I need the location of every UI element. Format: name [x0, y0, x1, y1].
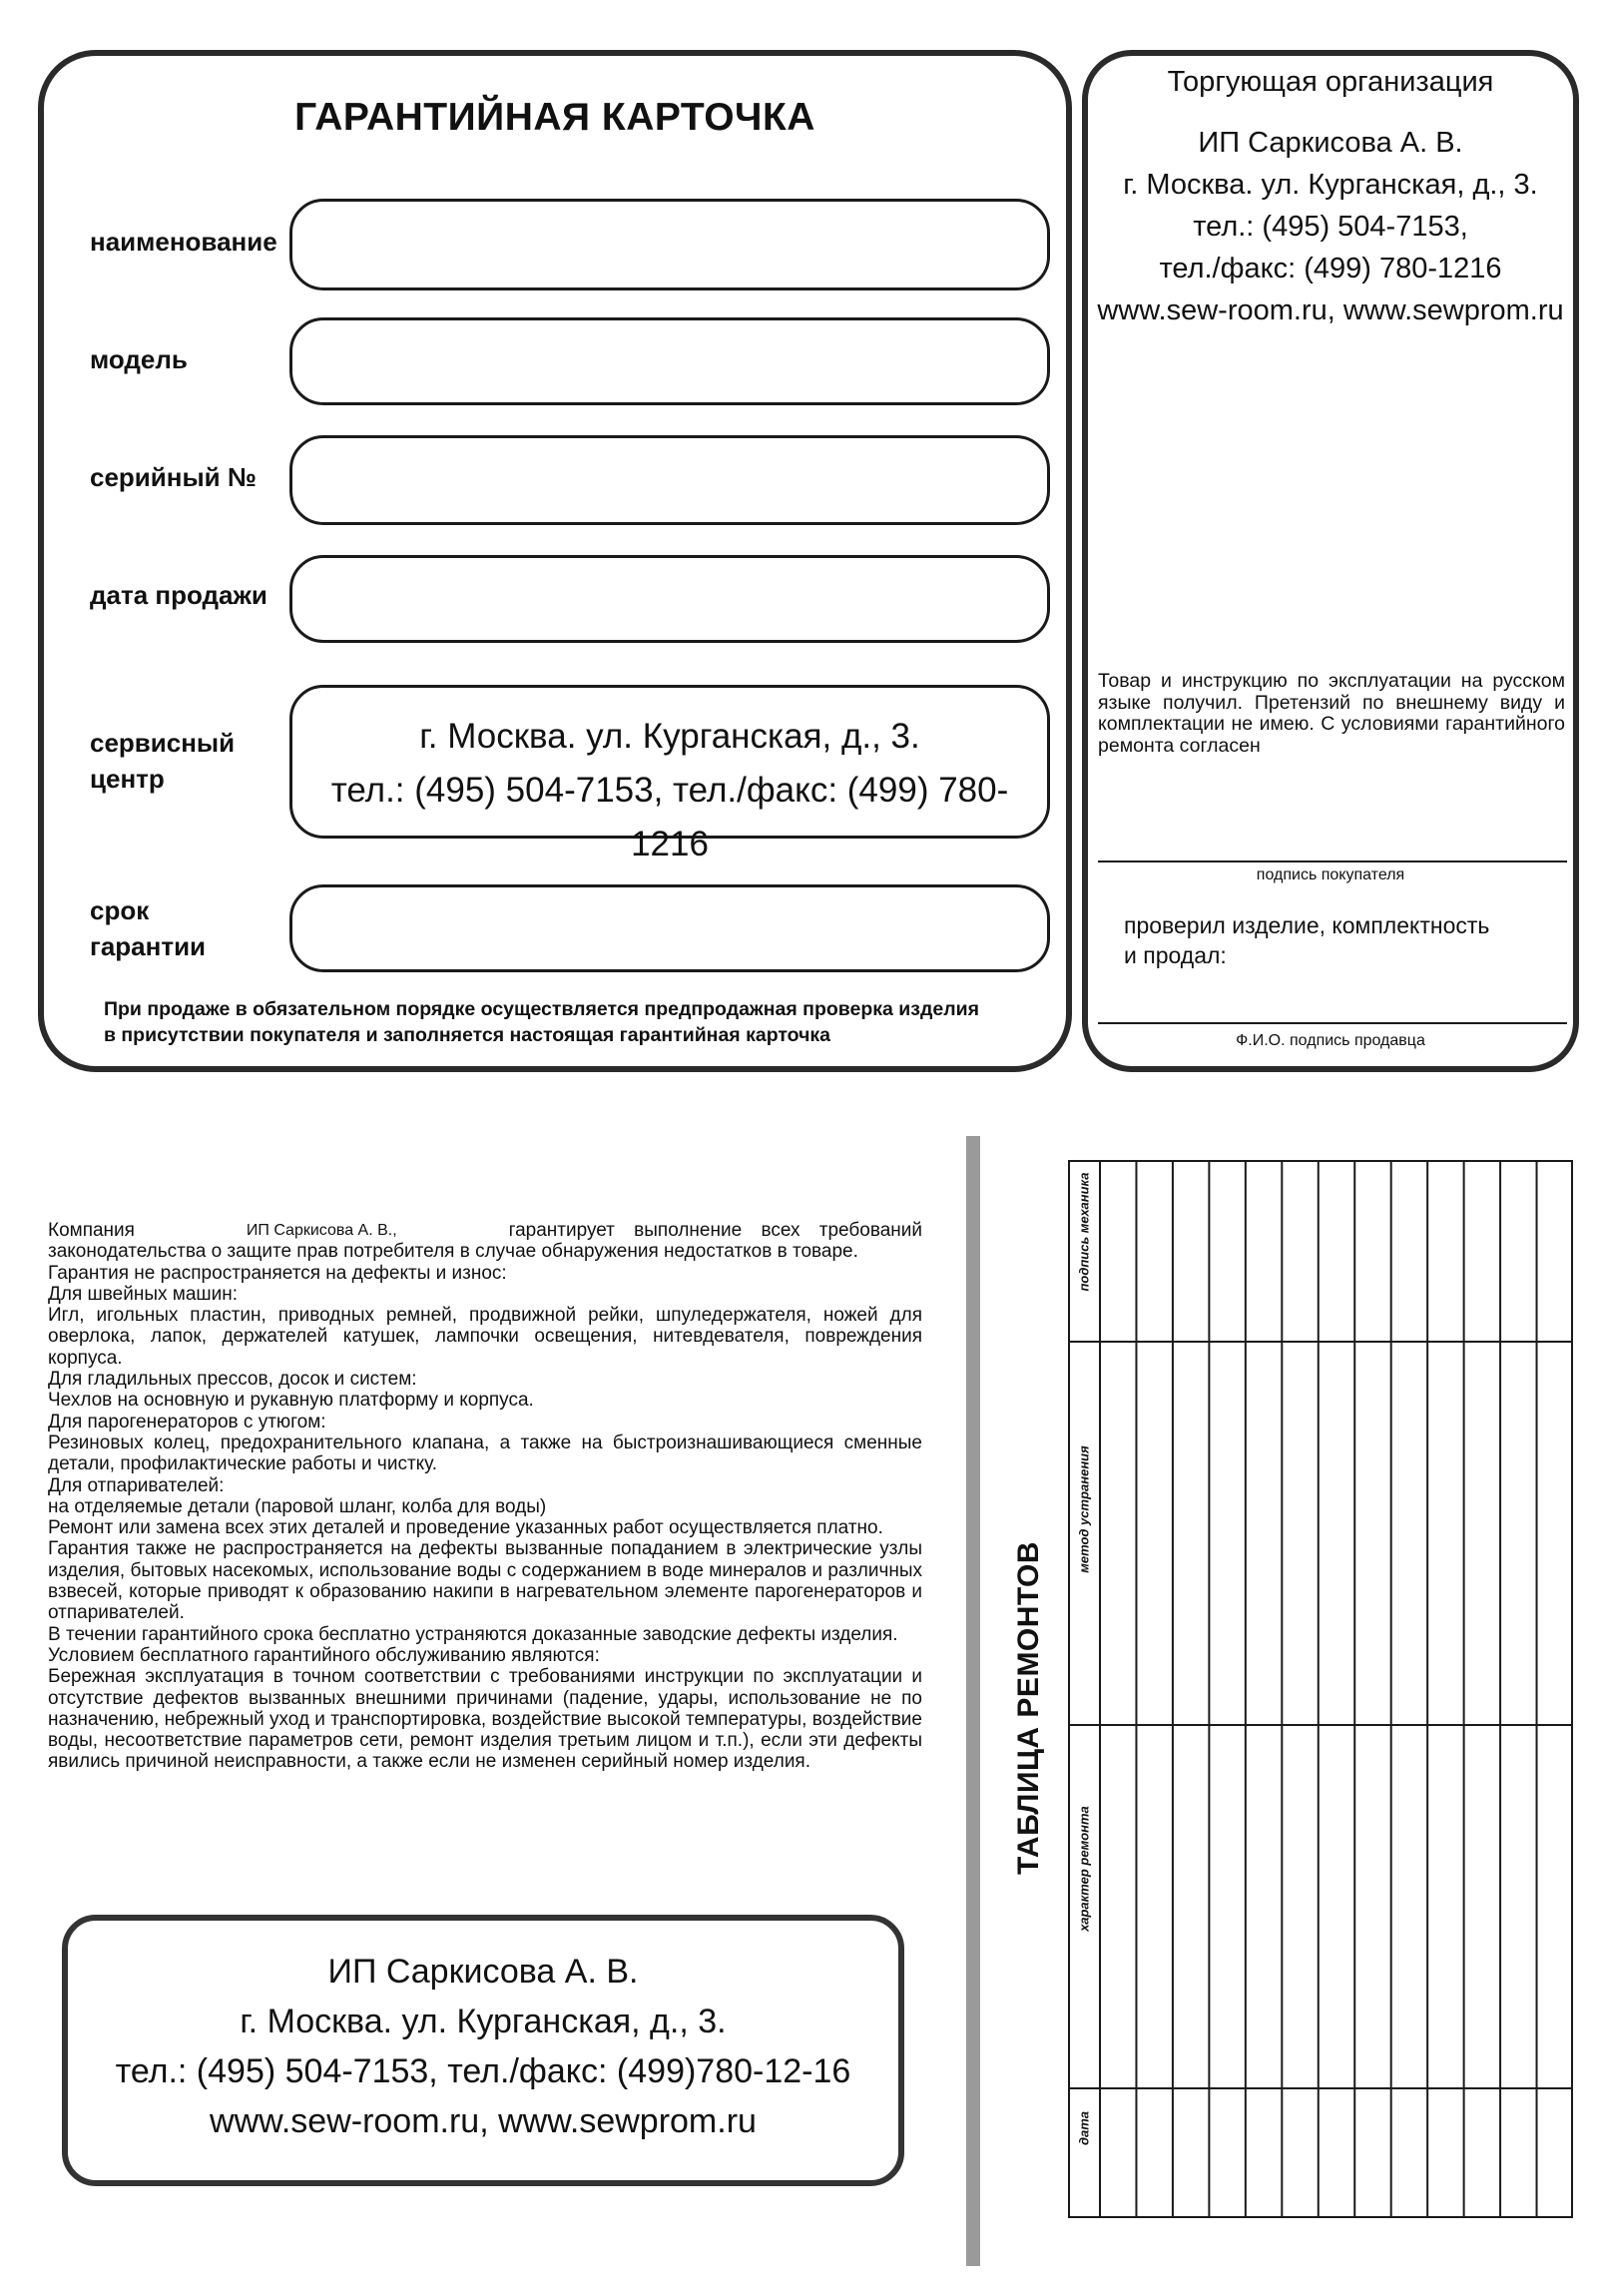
- service-center-phones: тел.: (495) 504-7153, тел./факс: (499) 780-1216: [330, 771, 1009, 863]
- terms-paragraph: Для гладильных прессов, досок и систем:: [48, 1369, 417, 1391]
- field-sale-date[interactable]: [289, 555, 1050, 643]
- trade-org-card: [1082, 50, 1579, 1072]
- terms-paragraph: законодательства о защите прав потребителя в случае обнаружения недостатков в товаре.: [48, 1241, 858, 1263]
- buyer-signature-line[interactable]: [1098, 861, 1567, 862]
- repair-table: [1068, 1160, 1573, 2218]
- buyer-signature-caption: подпись покупателя: [1256, 866, 1405, 883]
- contact-details: [68, 1947, 898, 2146]
- terms-paragraph: Бережная эксплуатация в точном соответствии с требованиями инструкции по эксплуатации и отсутствие дефектов вызванных внешними причинами (падение, удары, использование не по назначению, небрежный уход и транспортировка, воздействие высокой температуры, воздействие воды, несоответствие параметров сети, ремонт изделия третьим лицом и т.п.), если эти дефекты явились причиной неисправности, а также если не изменен серийный номер изделия.: [48, 1666, 922, 1773]
- field-label-model: модель: [90, 344, 188, 374]
- repair-table-grid: [1068, 1160, 1573, 2218]
- field-warranty-period[interactable]: [289, 884, 1050, 972]
- terms-company-word: Компания: [48, 1220, 135, 1241]
- contact-phones: тел.: (495) 504-7153, тел./факс: (499)780-12-16: [115, 2052, 851, 2090]
- terms-paragraphs: [48, 1241, 922, 1772]
- terms-paragraph: Чехлов на основную и рукавную платформу и корпуса.: [48, 1390, 534, 1412]
- column-header-fix-method: метод устранения: [1076, 1445, 1092, 1573]
- terms-company-name: ИП Саркисова А. В.,: [246, 1222, 397, 1239]
- field-name[interactable]: [289, 199, 1050, 290]
- warranty-period-label-2: гарантии: [90, 931, 207, 961]
- trade-org-websites: www.sew-room.ru, www.sewprom.ru: [1097, 294, 1564, 326]
- column-header-mechanic-signature: подпись механика: [1076, 1172, 1092, 1292]
- trade-org-phone: тел.: (495) 504-7153,: [1193, 211, 1468, 243]
- table-border: [1069, 1161, 1572, 2217]
- contact-box: [62, 1915, 904, 2186]
- service-center-box: [289, 685, 1050, 863]
- terms-paragraph: Ремонт или замена всех этих деталей и проведение указанных работ осуществляется платно.: [48, 1517, 883, 1539]
- column-header-date: дата: [1076, 2110, 1092, 2146]
- seller-signature-line[interactable]: [1098, 1022, 1567, 1024]
- terms-paragraph: Для швейных машин:: [48, 1283, 239, 1305]
- terms-paragraph: Гарантия также не распространяется на дефекты вызванные попаданием в электрические узлы изделия, бытовых насекомых, использование воды с содержанием в воде минералов и различных взвесей, которые приводят к образованию накипи в нагревательном элементе парогенераторов и отпаривателей.: [48, 1538, 922, 1624]
- terms-paragraph: Для парогенераторов с утюгом:: [48, 1411, 326, 1433]
- terms-paragraph: Условием бесплатного гарантийного обслуживанию являются:: [48, 1644, 600, 1666]
- field-serial[interactable]: [289, 435, 1050, 525]
- field-label-sale-date: дата продажи: [90, 580, 267, 610]
- contact-websites: www.sew-room.ru, www.sewprom.ru: [210, 2102, 757, 2140]
- service-center-address: г. Москва. ул. Курганская, д., 3.: [419, 717, 920, 756]
- terms-paragraph: Резиновых колец, предохранительного клапана, а также на быстроизнашивающиеся сменные детали, профилактические работы и чистку.: [48, 1432, 922, 1475]
- trade-org-heading: Торгующая организация: [1167, 66, 1494, 98]
- warranty-period-label-1: срок: [90, 895, 150, 925]
- warranty-card: [38, 50, 1072, 1072]
- field-label-serial: серийный №: [90, 462, 257, 492]
- service-center-text: [292, 710, 1047, 871]
- trade-org-details: [1088, 122, 1573, 331]
- field-model[interactable]: [289, 317, 1050, 405]
- contact-address: г. Москва. ул. Курганская, д., 3.: [240, 2003, 727, 2040]
- presale-note-line-2: в присутствии покупателя и заполняется настоящая гарантийная карточка: [104, 1024, 831, 1046]
- terms-paragraph: Гарантия не распространяется на дефекты и износ:: [48, 1262, 507, 1284]
- service-center-label-2: центр: [90, 764, 165, 794]
- warranty-terms: [48, 1220, 922, 1773]
- terms-paragraph: на отделяемые детали (паровой шланг, колба для воды): [48, 1495, 547, 1517]
- presale-note-line-1: При продаже в обязательном порядке осуществляется предпродажная проверка изделия: [104, 998, 979, 1020]
- terms-paragraph: Для отпаривателей:: [48, 1474, 225, 1496]
- repair-table-title: ТАБЛИЦА РЕМОНТОВ: [1012, 1540, 1045, 1876]
- contact-name: ИП Саркисова А. В.: [327, 1953, 639, 1991]
- checked-statement: [1124, 910, 1543, 970]
- trade-org-fax: тел./факс: (499) 780-1216: [1159, 253, 1502, 285]
- card-title: ГАРАНТИЙНАЯ КАРТОЧКА: [294, 96, 815, 139]
- field-label-service-center: [90, 725, 235, 797]
- buyer-statement: Товар и инструкцию по эксплуатации на русском языке получил. Претензий по внешнему виду и комплектации не имею. С условиями гарантийного ремонта согласен: [1098, 670, 1565, 757]
- checked-text-line-1: проверил изделие, комплектность: [1124, 912, 1490, 938]
- terms-first-line-rest: гарантирует выполнение всех требований: [508, 1220, 922, 1241]
- terms-paragraph: В течении гарантийного срока бесплатно устраняются доказанные заводские дефекты изделия.: [48, 1623, 898, 1645]
- field-label-name: наименование: [90, 227, 277, 257]
- seller-signature-caption: Ф.И.О. подпись продавца: [1236, 1032, 1425, 1049]
- field-label-warranty-period: [90, 892, 206, 964]
- checked-text-line-2: и продал:: [1124, 942, 1227, 968]
- trade-org-name: ИП Саркисова А. В.: [1198, 127, 1463, 159]
- terms-first-line: [48, 1220, 922, 1241]
- terms-paragraph: Игл, игольных пластин, приводных ремней, продвижной рейки, шпуледержателя, ножей для оверлока, лапок, держателей катушек, лампочки освещения, нитевдевателя, повреждения корпуса.: [48, 1305, 922, 1369]
- trade-org-address: г. Москва. ул. Курганская, д., 3.: [1123, 169, 1538, 201]
- presale-note: [104, 996, 1042, 1048]
- service-center-label-1: сервисный: [90, 728, 236, 758]
- column-header-repair-type: характер ремонта: [1076, 1806, 1092, 1932]
